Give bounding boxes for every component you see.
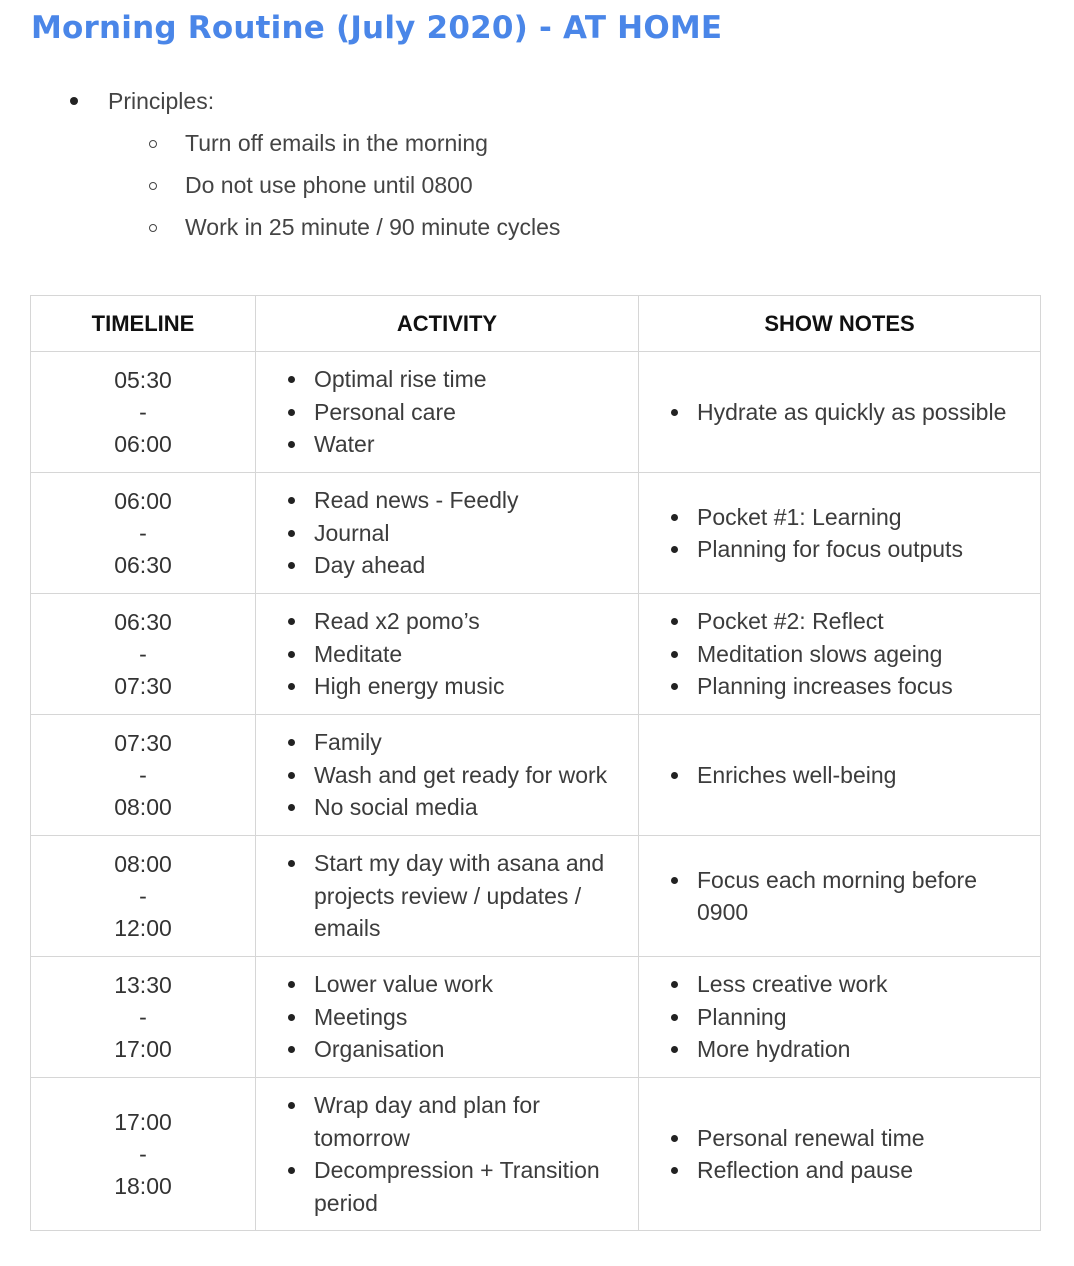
time-end: 17:00 [114,1036,172,1062]
activity-cell [256,957,639,1078]
activity-list [256,605,638,703]
bullet-circle-icon [149,224,157,232]
notes-cell [639,594,1041,715]
activity-item: Wash and get ready for work [314,759,628,792]
notes-list [639,396,1040,429]
page-title: Morning Routine (July 2020) - AT HOME [31,10,723,46]
activity-item: High energy music [314,670,628,703]
time-sep: - [139,641,147,667]
activity-item: No social media [314,791,628,824]
timeline-cell [31,473,256,594]
activity-item: Start my day with asana and projects review / updates / emails [314,847,628,945]
notes-list [639,864,1040,929]
timeline-cell [31,715,256,836]
note-item: Planning increases focus [697,670,1030,703]
time-sep: - [139,520,147,546]
table-row [31,715,1041,836]
notes-list [639,968,1040,1066]
timeline-cell [31,1078,256,1231]
note-item: Reflection and pause [697,1154,1030,1187]
notes-list [639,605,1040,703]
notes-list [639,759,1040,792]
activity-item: Water [314,428,628,461]
note-item: Hydrate as quickly as possible [697,396,1030,429]
time-end: 06:30 [114,552,172,578]
notes-cell [639,473,1041,594]
principle-text: Work in 25 minute / 90 minute cycles [185,214,561,240]
time-start: 07:30 [114,730,172,756]
table-row [31,957,1041,1078]
time-start: 08:00 [114,851,172,877]
table-row [31,1078,1041,1231]
activity-cell [256,836,639,957]
activity-item: Meditate [314,638,628,671]
time-start: 06:00 [114,488,172,514]
activity-item: Day ahead [314,549,628,582]
header-timeline: TIMELINE [31,296,256,352]
time-sep: - [139,399,147,425]
timeline-cell [31,352,256,473]
timeline-cell [31,594,256,715]
time-sep: - [139,883,147,909]
notes-list [639,1122,1040,1187]
notes-cell [639,715,1041,836]
table-header-row [31,296,1041,352]
activity-list [256,847,638,945]
note-item: Less creative work [697,968,1030,1001]
notes-cell [639,836,1041,957]
activity-item: Organisation [314,1033,628,1066]
activity-list [256,968,638,1066]
activity-item: Decompression + Transition period [314,1154,628,1219]
notes-cell [639,957,1041,1078]
note-item: Planning for focus outputs [697,533,1030,566]
note-item: Focus each morning before 0900 [697,864,1030,929]
bullet-circle-icon [149,182,157,190]
time-sep: - [139,1141,147,1167]
principles-label: Principles: [108,88,215,114]
time-end: 07:30 [114,673,172,699]
note-item: Enriches well-being [697,759,1030,792]
activity-item: Lower value work [314,968,628,1001]
notes-cell [639,352,1041,473]
note-item: Pocket #1: Learning [697,501,1030,534]
table-row [31,594,1041,715]
time-start: 05:30 [114,367,172,393]
activity-list [256,363,638,461]
routine-table [30,295,1041,1231]
activity-item: Personal care [314,396,628,429]
bullet-disc-icon [70,97,78,105]
activity-item: Read x2 pomo’s [314,605,628,638]
activity-item: Optimal rise time [314,363,628,396]
time-sep: - [139,1004,147,1030]
timeline-cell [31,957,256,1078]
activity-item: Journal [314,517,628,550]
activity-cell [256,473,639,594]
activity-cell [256,594,639,715]
activity-item: Wrap day and plan for tomorrow [314,1089,628,1154]
time-end: 06:00 [114,431,172,457]
bullet-circle-icon [149,140,157,148]
notes-cell [639,1078,1041,1231]
time-end: 18:00 [114,1173,172,1199]
table-row [31,352,1041,473]
activity-list [256,484,638,582]
time-end: 08:00 [114,794,172,820]
note-item: Planning [697,1001,1030,1034]
table-row [31,836,1041,957]
timeline-cell [31,836,256,957]
note-item: Meditation slows ageing [697,638,1030,671]
principle-text: Turn off emails in the morning [185,130,488,156]
header-show-notes: SHOW NOTES [639,296,1041,352]
activity-list [256,1089,638,1219]
time-start: 06:30 [114,609,172,635]
note-item: Pocket #2: Reflect [697,605,1030,638]
principle-text: Do not use phone until 0800 [185,172,473,198]
time-start: 17:00 [114,1109,172,1135]
activity-cell [256,715,639,836]
activity-item: Family [314,726,628,759]
note-item: Personal renewal time [697,1122,1030,1155]
time-end: 12:00 [114,915,172,941]
table-row [31,473,1041,594]
notes-list [639,501,1040,566]
note-item: More hydration [697,1033,1030,1066]
header-activity: ACTIVITY [256,296,639,352]
activity-list [256,726,638,824]
activity-item: Read news - Feedly [314,484,628,517]
time-sep: - [139,762,147,788]
activity-item: Meetings [314,1001,628,1034]
activity-cell [256,352,639,473]
time-start: 13:30 [114,972,172,998]
activity-cell [256,1078,639,1231]
